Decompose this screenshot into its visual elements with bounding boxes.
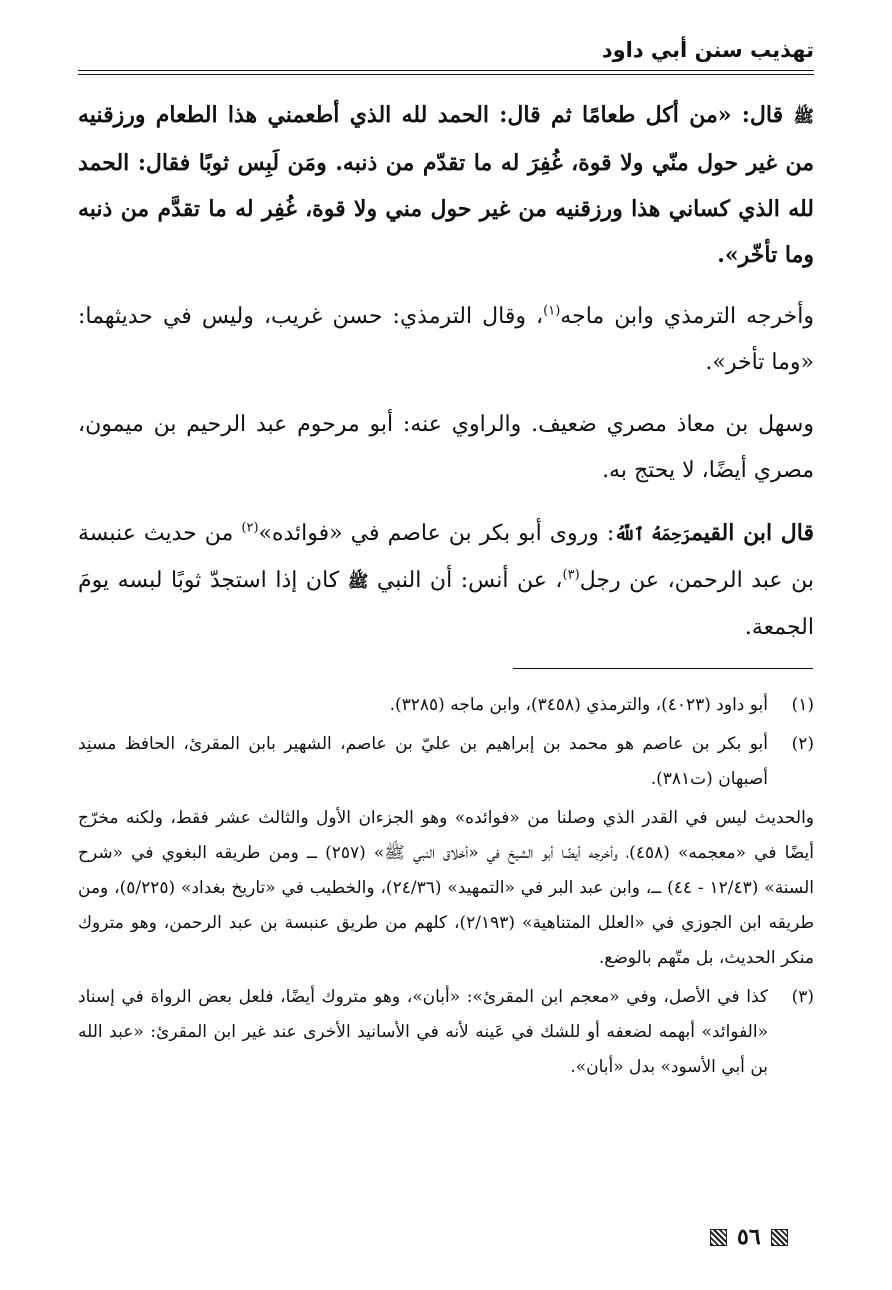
page-number-block <box>710 1224 788 1250</box>
header-rule-thin <box>78 74 814 75</box>
footnote-2 <box>78 727 814 797</box>
salutation-symbol: ﷺ <box>793 107 814 127</box>
footnote-text: أبو داود (٤٠٢٣)، والترمذي (٣٤٥٨)، وابن ماجه (٣٢٨٥). <box>389 695 768 715</box>
main-text <box>78 92 814 667</box>
footnote-number: (٣) <box>791 987 814 1007</box>
footnote-ref-1[interactable]: (١) <box>543 303 561 319</box>
takhrij-paragraph <box>78 294 814 386</box>
footnote-1 <box>78 688 814 723</box>
salutation-symbol-2: ﷺ <box>347 572 369 592</box>
footnote-text: كذا في الأصل، وفي «معجم ابن المقرئ»: «أبان»، وهو متروك أيضًا، فلعل بعض الرواة في إسناد «الفوائد» أبهمه لضعفه أو للشك في عَينه لأنه في الأسانيد الأخرى عند غير ابن المقرئ: «عبد الله بن أبي الأسود» بدل «أبان». <box>78 987 768 1077</box>
narrator-text: وسهل بن معاذ مصري ضعيف. والراوي عنه: أبو مرحوم عبد الرحيم بن ميمون، مصري أيضًا، لا يحتج به. <box>78 412 814 483</box>
narrator-paragraph <box>78 402 814 494</box>
footnote-text: أبو بكر بن عاصم هو محمد بن إبراهيم بن عليّ بن عاصم، الشهير بابن المقرئ، الحافظ مسنِد أصبهان (ت٣٨١). <box>78 734 768 789</box>
footnote-number: (١) <box>791 695 814 715</box>
footnote-3 <box>78 980 814 1085</box>
ibn-qayyim-text-b: من حديث عنبسة بن عبد الرحمن، عن رجل <box>78 521 814 593</box>
rahimahullah-symbol: رَحِمَهُ ٱللَّهُ <box>614 525 692 545</box>
footnote-number: (٢) <box>791 734 814 754</box>
ibn-qayyim-text-d: كان إذا استجدّ ثوبًا لبسه يومَ الجمعة. <box>78 568 814 640</box>
footnote-ref-3[interactable]: (٣) <box>562 567 580 583</box>
takhrij-text-a: وأخرجه الترمذي وابن ماجه <box>560 304 814 329</box>
ibn-qayyim-paragraph <box>78 510 814 651</box>
page-number: ٥٦ <box>737 1224 761 1250</box>
footnote-2-continuation: والحديث ليس في القدر الذي وصلنا من «فوائده» وهو الجزءان الأول والثالث عشر فقط، ولكنه مخرّج أيضًا في «معجمه» (٤٥٨)، وأخرجه أيضًا أبو الشيخ في «أخلاق النبي ﷺ» (٢٥٧) ــ ومن طريقه البغوي في «شرح السنة» (١٢/٤٣ - ٤٤) ــ، وابن عبد البر في «التمهيد» (٢٤/٣٦)، والخطيب في «تاريخ بغداد» (٥/٢٢٥)، ومن طريقه ابن الجوزي في «العلل المتناهية» (٢/١٩٣)، كلهم من طريق عنبسة بن عبد الرحمن، وهو متروك منكر الحديث، بل متّهم بالوضع. <box>78 808 815 968</box>
footnote-ref-2[interactable]: (٢) <box>241 520 259 536</box>
header-rule <box>78 70 814 71</box>
ornament-icon <box>710 1229 727 1246</box>
running-title: تهذيب سنن أبي داود <box>601 38 814 62</box>
ibn-qayyim-text-c: ، عن أنس: أن النبي <box>368 568 563 593</box>
ornament-icon <box>771 1229 788 1246</box>
footnote-separator <box>513 668 813 669</box>
takhrij-text-b: ، وقال الترمذي: حسن غريب، وليس في حديثهما: «وما تأخر». <box>78 304 814 375</box>
ibn-qayyim-label: قال ابن القيم <box>691 520 814 546</box>
hadith-paragraph <box>78 92 814 278</box>
ibn-qayyim-text-a: : وروى أبو بكر بن عاصم في «فوائده» <box>258 521 615 546</box>
hadith-text: قال: «من أكل طعامًا ثم قال: الحمد لله الذي أطعمني هذا الطعام ورزقنيه من غير حول منّي ولا قوة، غُفِرَ له ما تقدّم من ذنبه. ومَن لَبِس ثوبًا فقال: الحمد لله الذي كساني هذا ورزقنيه من غير حول مني ولا قوة، غُفِر له ما تقدَّم من ذنبه وما تأخّر». <box>78 102 814 268</box>
footnotes <box>78 688 814 1089</box>
